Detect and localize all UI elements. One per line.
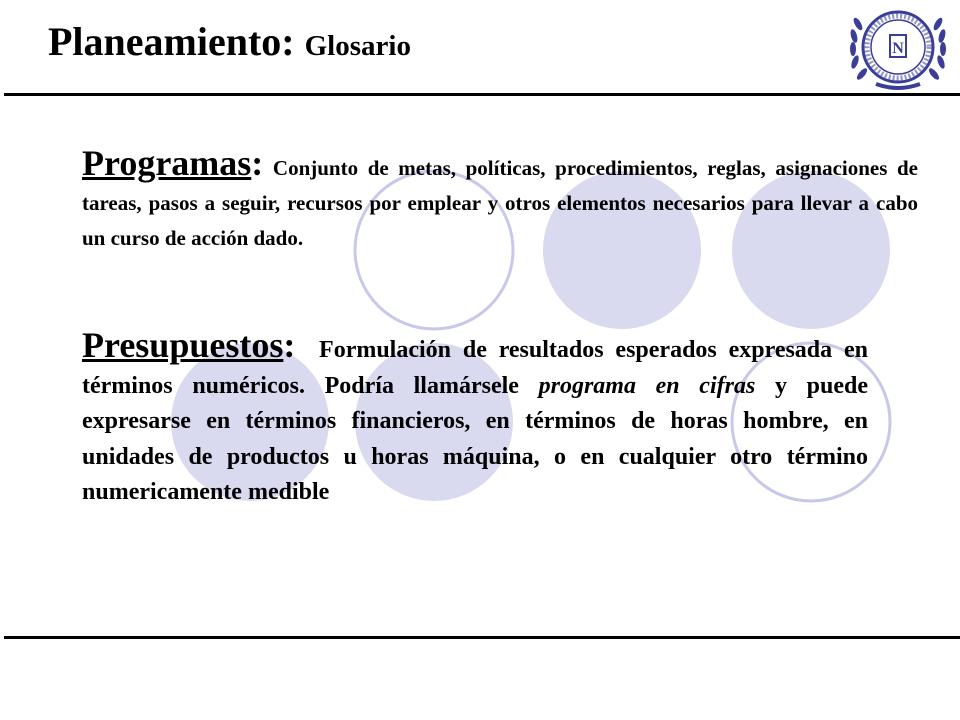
definition-presupuestos-text-a: Formulación de resultados esperados expresada en términos numéricos. Podría llamársele: [82, 337, 868, 399]
definition-programas-text: Conjunto de metas, políticas, procedimientos, reglas, asignaciones de tareas, pasos a seguir, recursos por emplear y otros elementos necesarios para llevar a cabo un curso de acción dado.: [82, 156, 919, 250]
definition-presupuestos-text-b: y puede expresarse en términos financieros, en términos de horas hombre, en unidades de productos u horas máquina, o en cualquier otro término numericamente medible: [82, 372, 868, 505]
title-main: Planeamiento:: [48, 19, 295, 64]
term-colon: :: [251, 143, 264, 183]
top-divider: [4, 93, 960, 96]
definition-presupuestos-italic: programa en cifras: [538, 372, 756, 399]
bottom-divider: [4, 636, 960, 639]
term-presupuestos: Presupuestos: [82, 325, 284, 365]
definition-programas: [82, 143, 919, 256]
university-seal-logo: [846, 4, 950, 94]
title-subtitle: Glosario: [304, 30, 411, 62]
term-colon: :: [283, 325, 296, 365]
term-programas: Programas: [82, 143, 252, 183]
svg-text:N: N: [892, 40, 904, 57]
laurel-left: [849, 16, 869, 81]
definition-presupuestos: [82, 325, 868, 511]
page-title: [48, 18, 411, 70]
